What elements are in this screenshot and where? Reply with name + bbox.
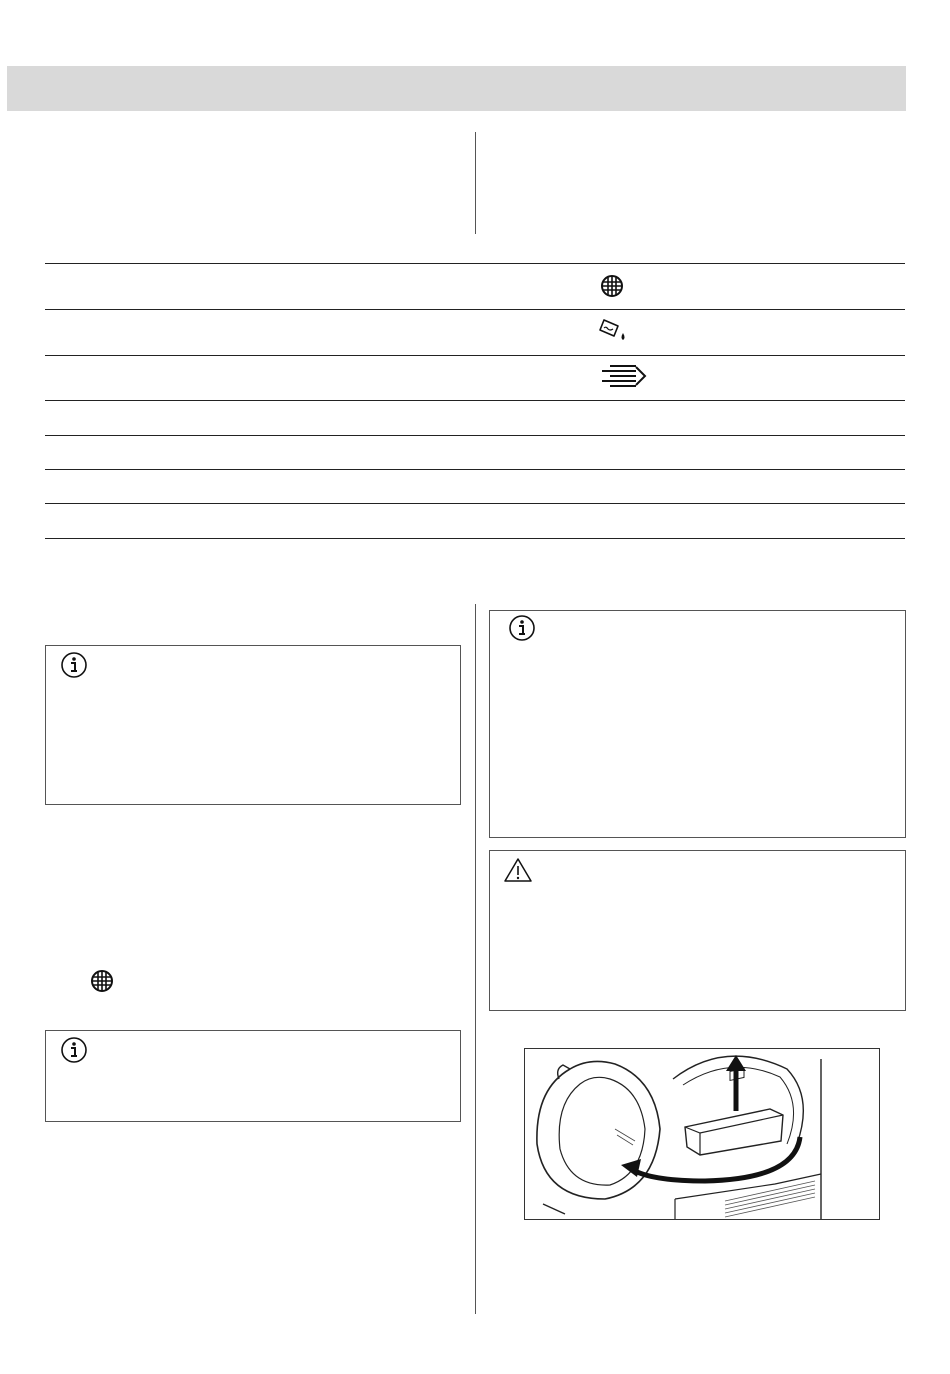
table-row-rule — [45, 309, 905, 310]
info-note-box — [45, 645, 461, 805]
top-column-divider — [475, 132, 476, 234]
table-row-rule — [45, 355, 905, 356]
info-icon — [60, 651, 88, 679]
dryer-filter-illustration — [524, 1048, 880, 1220]
table-row-rule — [45, 503, 905, 504]
info-icon — [508, 614, 536, 642]
bottom-column-divider — [475, 604, 476, 1314]
table-rule-top — [45, 263, 905, 264]
table-row-rule — [45, 400, 905, 401]
filter-grid-icon — [90, 969, 114, 993]
info-note-box — [489, 610, 906, 838]
section-header-bar — [7, 66, 906, 111]
table-row-rule — [45, 469, 905, 470]
dryer-illustration-drawing — [525, 1049, 880, 1220]
warning-note-box — [489, 850, 906, 1011]
table-rule-bottom — [45, 538, 905, 539]
water-container-icon — [598, 318, 630, 344]
warning-triangle-icon — [503, 857, 533, 883]
info-note-box — [45, 1030, 461, 1122]
table-row-rule — [45, 435, 905, 436]
airflow-arrow-icon — [598, 364, 648, 388]
info-icon — [60, 1036, 88, 1064]
filter-grid-icon — [600, 274, 624, 298]
